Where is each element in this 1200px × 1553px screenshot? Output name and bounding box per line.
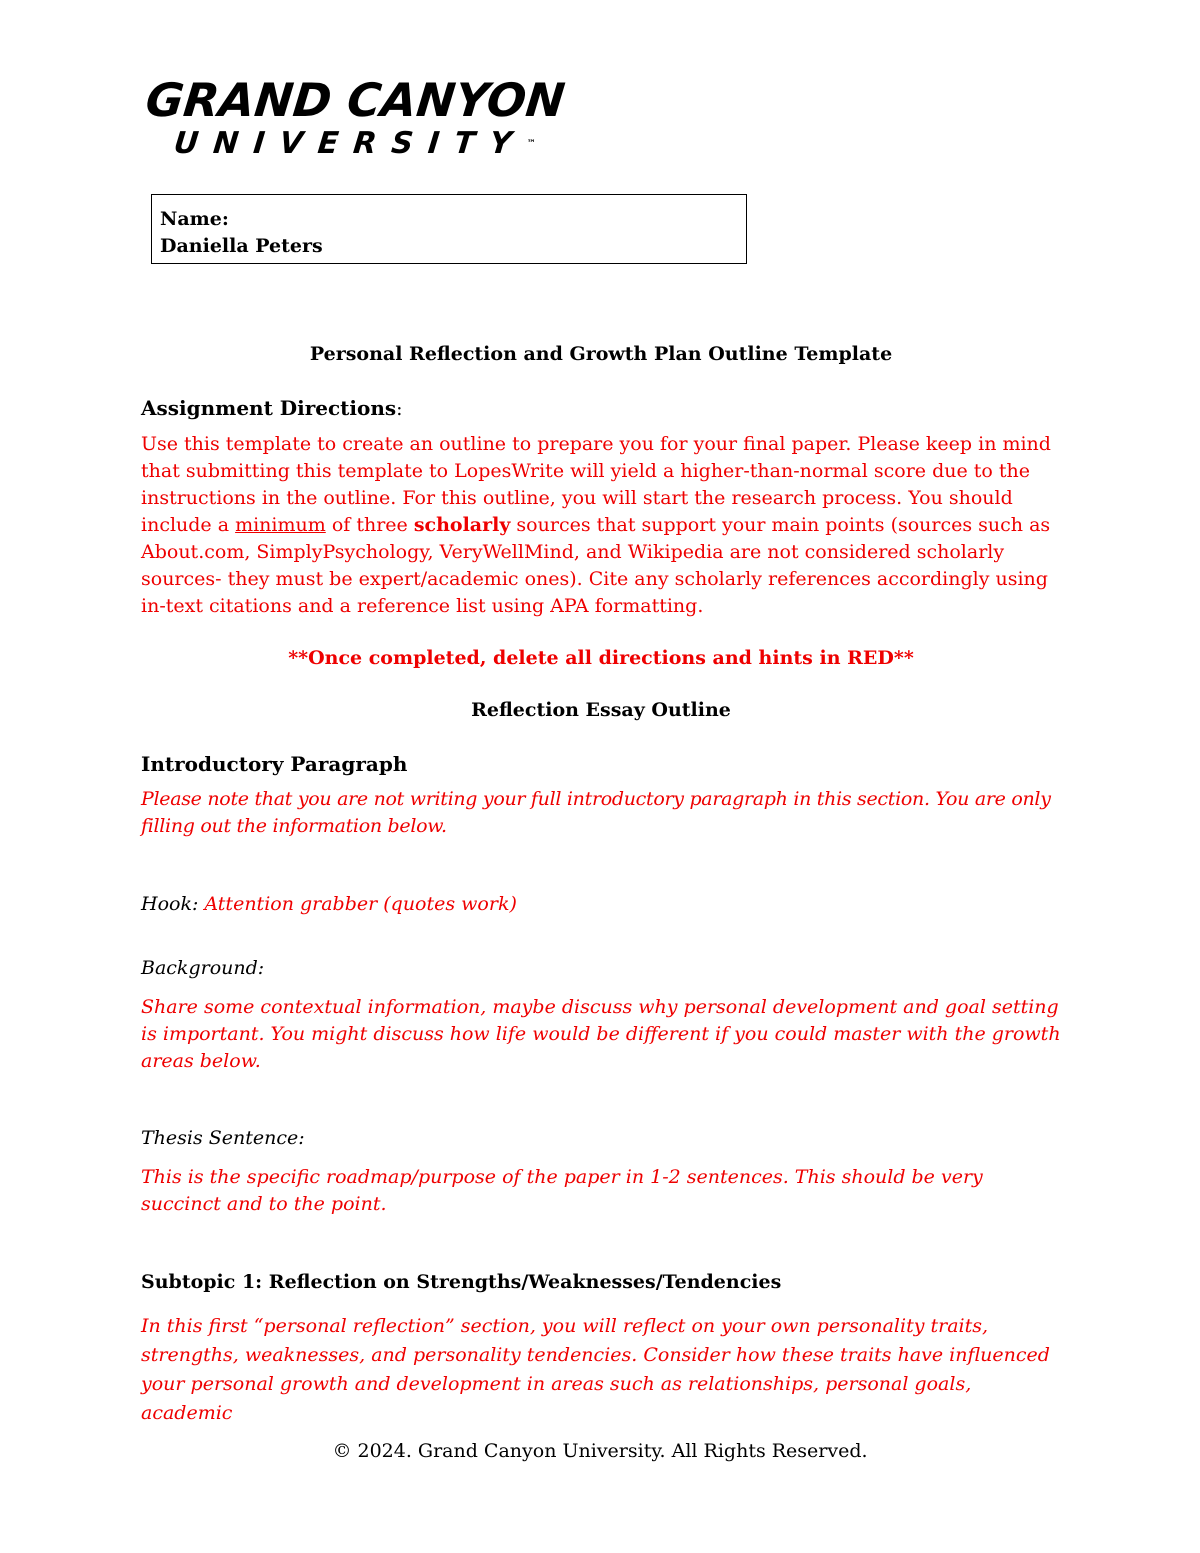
name-box	[151, 194, 747, 264]
name-value: Daniella Peters	[160, 235, 323, 257]
hook-hint: Attention grabber (quotes work)	[198, 893, 517, 915]
gcu-logo	[143, 73, 568, 162]
directions-colon: :	[396, 398, 403, 420]
footer-copyright: © 2024. Grand Canyon University. All Rights Reserved.	[332, 1440, 868, 1462]
intro-note: Please note that you are not writing your full introductory paragraph in this section. You are only filling out the information below.	[141, 788, 1051, 837]
subtopic1-hint: In this first “personal reflection” section, you will reflect on your own personality traits, strengths, weaknesses, and personality tendencies. Consider how these traits have influenced your personal growth and development in areas such as relationships, personal goals, academic	[141, 1315, 1050, 1424]
background-label: Background:	[141, 957, 265, 979]
thesis-hint: This is the specific roadmap/purpose of the paper in 1-2 sentences. This should be very succinct and to the point.	[141, 1166, 983, 1215]
hook-line	[141, 890, 1061, 918]
document-title: Personal Reflection and Growth Plan Outline Template	[309, 343, 893, 365]
hook-label: Hook:	[141, 893, 199, 915]
delete-note: **Once completed, delete all directions and hints in RED**	[288, 647, 914, 669]
document-body	[141, 340, 1061, 1428]
intro-heading: Introductory Paragraph	[141, 752, 408, 776]
thesis-label: Thesis Sentence:	[141, 1127, 305, 1149]
directions-paragraph	[141, 431, 1061, 620]
logo-line-2-text: UNIVERSITY	[172, 126, 529, 161]
essay-title: Reflection Essay Outline	[471, 699, 731, 721]
directions-scholarly: scholarly	[413, 514, 511, 536]
logo-line-2	[144, 126, 568, 162]
trademark-symbol: ™	[525, 139, 536, 149]
background-hint: Share some contextual information, maybe discuss why personal development and goal setting is important. You might discuss how life would be different if you could master with the growth areas below.	[141, 996, 1061, 1072]
directions-text-3: sources that support your main points (sources such as About.com, SimplyPsychology, VeryWellMind, and Wikipedia are not considered scholarly sources- they must be expert/academic ones). Cite any scholarly references accordingly using in-text citations and a reference list using APA formatting.	[141, 514, 1051, 617]
directions-heading: Assignment Directions	[141, 396, 397, 420]
directions-minimum: minimum	[235, 514, 326, 536]
directions-heading-line	[141, 394, 1061, 423]
subtopic1-heading: Subtopic 1: Reflection on Strengths/Weaknesses/Tendencies	[141, 1271, 782, 1293]
directions-text-2: of three	[325, 514, 414, 536]
logo-line-1: GRAND CANYON	[143, 73, 568, 127]
directions-text-1: Use this template to create an outline to prepare you for your final paper. Please keep in mind that submitting this template to LopesWrite will yield a higher-than-normal score due to the instructions in the outline. For this outline, you will start the research process. You should include a	[141, 433, 1051, 536]
name-label: Name:	[160, 208, 229, 230]
